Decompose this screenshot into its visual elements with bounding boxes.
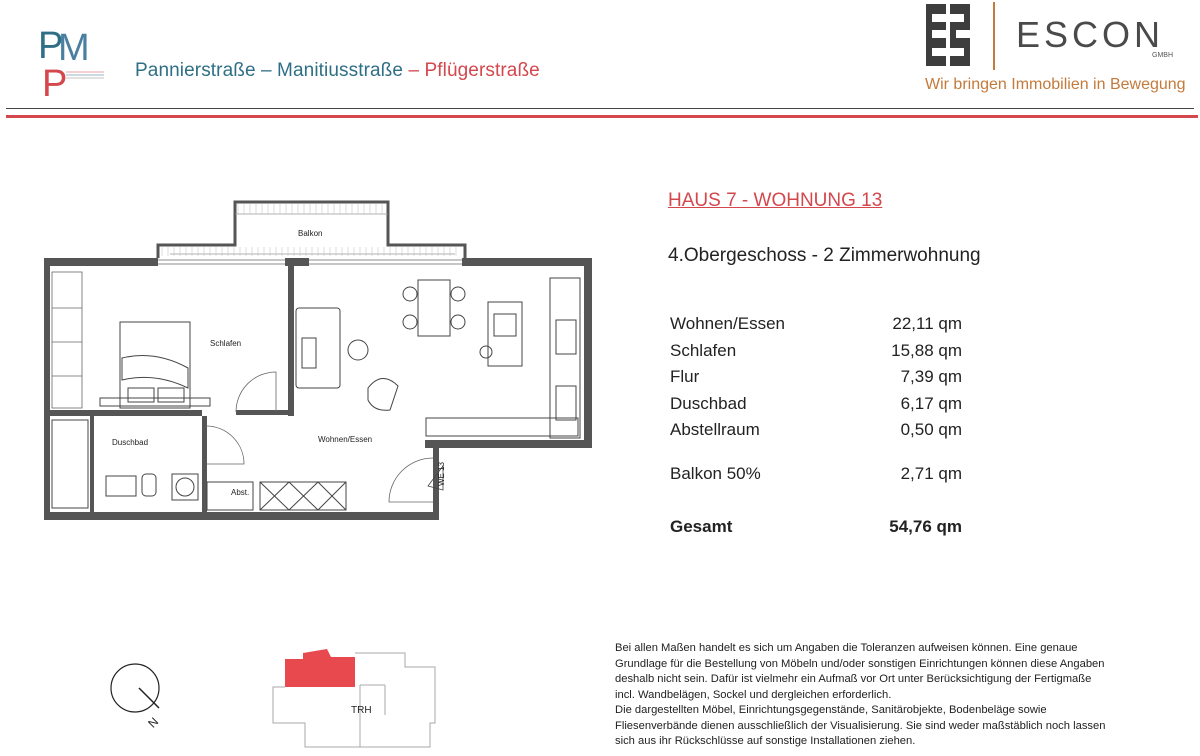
company-suffix: GMBH bbox=[1152, 52, 1173, 59]
room-name: Schlafen bbox=[670, 341, 737, 360]
balcony-name: Balkon 50% bbox=[670, 464, 761, 483]
svg-text:P: P bbox=[42, 63, 68, 102]
walls bbox=[44, 258, 592, 520]
header-accent-line bbox=[6, 115, 1198, 118]
label-wohnen: Wohnen/Essen bbox=[318, 435, 373, 444]
room-name: Abstellraum bbox=[670, 420, 760, 439]
header-divider bbox=[6, 108, 1194, 109]
unit-subtitle: 4.Obergeschoss - 2 Zimmerwohnung bbox=[668, 245, 981, 266]
label-schlafen: Schlafen bbox=[210, 339, 242, 348]
balcony-area bbox=[158, 202, 465, 258]
label-balkon: Balkon bbox=[298, 229, 323, 238]
disclaimer-line: incl. Wandbelägen, Sockel und dergleichen erforderlich. bbox=[615, 688, 892, 701]
room-area: 22,11 qm bbox=[892, 314, 962, 333]
disclaimer-line: Fliesenverbände dienen ausschließlich der Visualisierung. Sie sind weder maßstäblich noch lassen bbox=[615, 719, 1106, 732]
room-name: Flur bbox=[670, 367, 700, 386]
windows bbox=[158, 260, 462, 264]
living-furniture bbox=[296, 278, 580, 438]
room-area: 7,39 qm bbox=[900, 367, 962, 386]
north-label: N bbox=[145, 714, 162, 731]
label-abst: Abst. bbox=[231, 488, 250, 497]
disclaimer-line: Die dargestellten Möbel, Einrichtungsgegenstände, Sanitärobjekte, Bodenbeläge sowie bbox=[615, 704, 1047, 716]
svg-text:P: P bbox=[38, 25, 64, 67]
disclaimer bbox=[615, 641, 1130, 750]
highlighted-building bbox=[285, 649, 355, 687]
room-name: Duschbad bbox=[670, 394, 747, 413]
total-area: 54,76 qm bbox=[889, 517, 962, 536]
wardrobe bbox=[52, 272, 82, 408]
disclaimer-line: Grundlage für die Bestellung von Möbeln und/oder sonstigen Einrichtungen können diese Angaben bbox=[615, 657, 1105, 670]
storage bbox=[207, 482, 346, 510]
escon-emblem bbox=[922, 2, 1002, 70]
floor-plan bbox=[30, 190, 600, 525]
street-names bbox=[135, 60, 540, 82]
entrance-door bbox=[389, 458, 433, 502]
site-label: TRH bbox=[351, 705, 372, 716]
street-part-1: Pannierstraße – Manitiusstraße bbox=[135, 60, 404, 81]
label-duschbad: Duschbad bbox=[112, 438, 149, 447]
site-plan bbox=[265, 645, 445, 750]
street-part-2: – Pflügerstraße bbox=[403, 60, 540, 81]
balcony-area: 2,71 qm bbox=[900, 464, 962, 483]
disclaimer-line: deshalb nicht sein. Dafür ist vielmehr ein Aufmaß vor Ort unter Berücksichtigung der Fertigmaße bbox=[615, 673, 1092, 685]
unit-title: HAUS 7 - WOHNUNG 13 bbox=[668, 190, 883, 211]
north-compass bbox=[105, 660, 177, 732]
bathroom-fixtures bbox=[52, 420, 198, 508]
pmp-logo bbox=[36, 18, 106, 102]
total-name: Gesamt bbox=[670, 517, 733, 536]
disclaimer-line: sich aus ihr Rückschlüsse auf sonstige Installationen ziehen. bbox=[615, 735, 916, 747]
svg-text:M: M bbox=[58, 27, 90, 69]
bathroom-door bbox=[206, 426, 244, 464]
company-name: ESCON bbox=[1016, 14, 1165, 55]
bedroom-door bbox=[236, 372, 276, 412]
bed bbox=[100, 322, 210, 408]
label-entrance: WE 13 bbox=[437, 461, 446, 486]
room-name: Wohnen/Essen bbox=[670, 314, 785, 333]
room-area: 15,88 qm bbox=[891, 341, 962, 360]
room-area: 0,50 qm bbox=[900, 420, 962, 439]
room-area: 6,17 qm bbox=[900, 394, 962, 413]
slogan: Wir bringen Immobilien in Bewegung bbox=[925, 76, 1186, 93]
disclaimer-line: Bei allen Maßen handelt es sich um Angaben die Toleranzen aufweisen können. Eine genaue bbox=[615, 642, 1078, 654]
